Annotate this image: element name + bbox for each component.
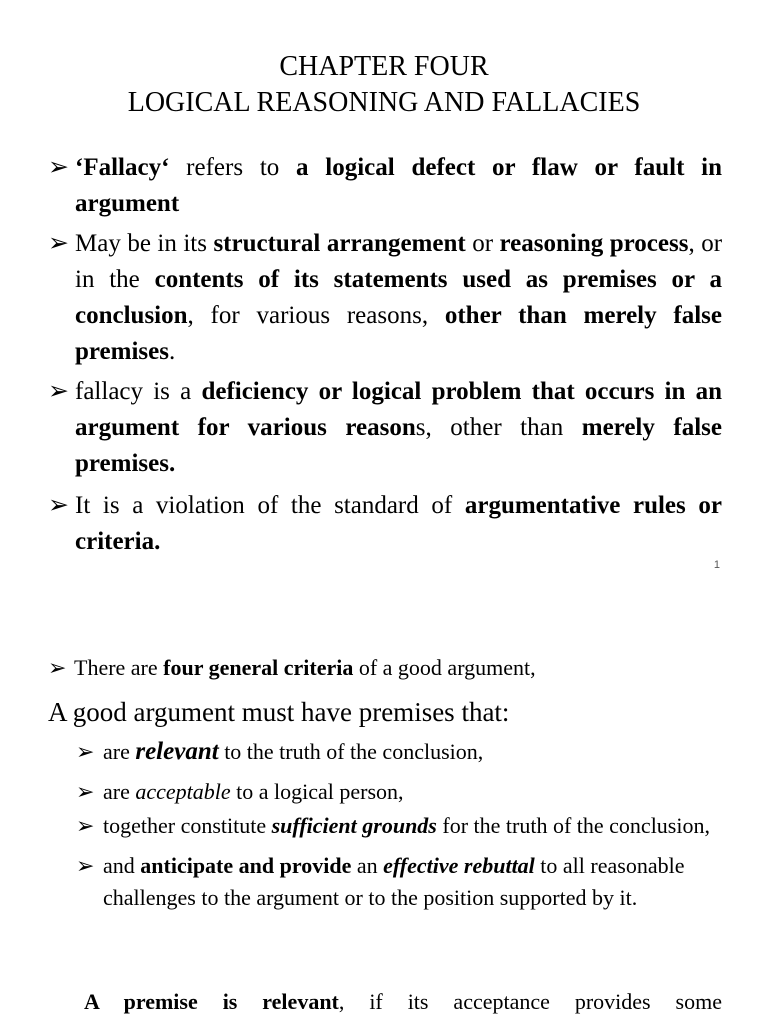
text-run: acceptable [135,779,231,804]
text-run: effective rebuttal [383,853,535,878]
text-run: are [103,779,136,804]
criterion-text [103,810,722,842]
text-run: fallacy is a [75,378,202,405]
text-run: deficiency or logical problem that occurs in an argument for various reason [75,378,722,441]
text-run: It is a violation of the standard of [75,492,465,519]
text-run: an [351,853,384,878]
text-run: merely false premises. [75,414,722,477]
bullet-text [75,150,722,222]
text-run: to all reasonable challenges to the argument or to the position supported by it. [103,853,685,910]
text-run: a logical defect or flaw or fault in argument [75,154,722,217]
list-item [48,226,722,370]
bullet-text [75,488,722,560]
text-run: sufficient grounds [271,813,437,838]
text-run: s, other than [415,414,582,441]
arrow-bullet-icon: ➢ [48,378,69,405]
text-run: , for various reasons, [187,302,445,329]
text-run: relevant [135,738,219,765]
intro-text [48,653,722,683]
text-run: other than merely false premises [75,302,722,365]
criteria-list [76,736,722,922]
chapter-title: LOGICAL REASONING AND FALLACIES [127,87,641,118]
page-number: 1 [713,559,720,571]
text-run: and [103,853,141,878]
text-run: contents of its statements used as premises or a conclusion [75,266,722,329]
text-run: anticipate and provide [140,853,352,878]
list-item [48,374,722,482]
arrow-bullet-icon: ➢ [76,813,95,838]
slide-2 [0,600,768,1024]
text-run: or [465,230,500,257]
text-run: ‘Fallacy‘ [75,154,170,181]
relevance-paragraph [84,986,722,1018]
text-run: argumentative rules or criteria. [75,492,722,555]
intro-line [48,653,722,683]
list-item [48,488,722,560]
arrow-bullet-icon: ➢ [76,739,95,764]
list-item [76,810,722,842]
text-run: , or in the [75,230,723,293]
text-run: , if its acceptance provides some [338,989,722,1014]
text-run: . [168,338,176,365]
text-run: reasoning process [499,230,689,257]
arrow-bullet-icon: ➢ [76,779,95,804]
text-run: refers to [169,154,297,181]
text-run: four general criteria [163,655,354,680]
text-run: There are [74,655,164,680]
arrow-bullet-icon: ➢ [48,230,69,257]
chapter-heading: CHAPTER FOUR [279,51,489,82]
list-item [76,736,722,768]
text-run: to the truth of the conclusion, [218,739,484,764]
text-run: of a good argument, [353,655,536,680]
list-item [76,776,722,808]
text-run: together constitute [103,813,272,838]
text-run: are [103,739,136,764]
criterion-text [103,736,722,768]
fallacy-definition-list [48,150,722,564]
text-run: May be in its [75,230,214,257]
criterion-text [103,850,722,914]
text-run: structural arrangement [213,230,466,257]
bullet-text [75,226,722,370]
list-item [76,850,722,914]
list-item [48,150,722,222]
arrow-bullet-icon: ➢ [48,655,67,680]
bullet-text [75,374,722,482]
text-run: to a logical person, [230,779,404,804]
lead-statement: A good argument must have premises that: [48,697,510,727]
arrow-bullet-icon: ➢ [76,853,95,878]
text-run: A premise is relevant [84,989,339,1014]
text-run: for the truth of the conclusion, [436,813,710,838]
arrow-bullet-icon: ➢ [48,492,69,519]
arrow-bullet-icon: ➢ [48,154,69,181]
criterion-text [103,776,722,808]
